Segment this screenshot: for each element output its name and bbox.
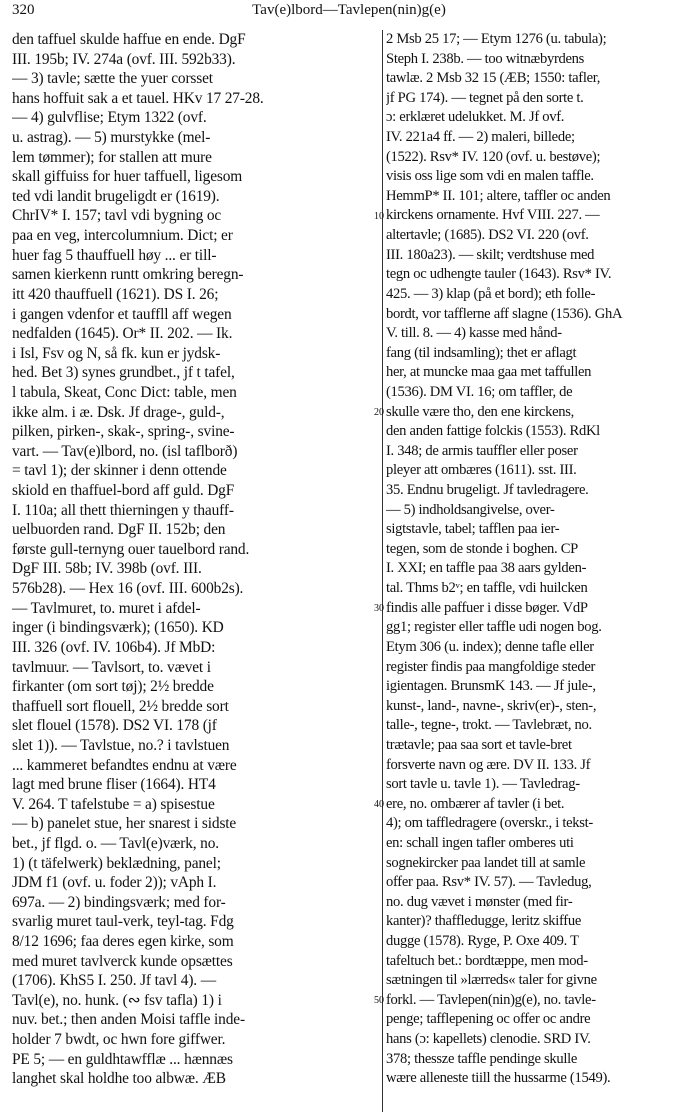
text-line: Steph I. 238b. — too witnæbyrdens xyxy=(386,50,585,67)
text-line: slet 1)). — Tavlstue, no.? i tavlstuen xyxy=(12,736,230,754)
page-header xyxy=(12,2,686,24)
text-line: tafeltuch bet.: bordtæppe, men mod- xyxy=(386,952,588,969)
margin-line-number: 30 xyxy=(374,603,384,614)
text-line: findis alle paffuer i disse bøger. VdP xyxy=(386,599,588,616)
text-line: sætningen til »lærreds« taler for givne xyxy=(386,972,597,989)
text-line: kanter)? thaffledugge, leritz skiffue xyxy=(386,913,582,930)
text-line: sognekircker paa landet till at samle xyxy=(386,854,586,871)
text-line: (1522). Rsv* IV. 120 (ovf. u. bestøve); xyxy=(386,148,601,165)
text-line: 425. — 3) klap (på et bord); eth folle- xyxy=(386,285,596,302)
text-line: trætavle; paa saa sort et tavle-bret xyxy=(386,736,572,753)
text-line: uelbuorden rand. DgF II. 152b; den xyxy=(12,521,226,539)
text-line: her, at muncke maa gaa met taffullen xyxy=(386,364,592,381)
text-line: bet., jf flgd. o. — Tavl(e)værk, no. xyxy=(12,834,219,852)
text-line: nedfalden (1645). Or* II. 202. — Ik. xyxy=(12,325,233,343)
text-line: talle-, tegne-, trokt. — Tavlebræt, no. xyxy=(386,717,592,734)
text-line: 8/12 1696; faa deres egen kirke, som xyxy=(12,933,234,951)
text-line: inger (i bindingsværk); (1650). KD xyxy=(12,619,224,637)
text-line: penge; tafflepening oc offer oc andre xyxy=(386,1011,591,1028)
text-line: hed. Bet 3) synes grundbet., jf t tafel, xyxy=(12,364,235,382)
margin-line-number: 50 xyxy=(374,995,384,1007)
text-line: langhet skal holdhe too albwæ. ÆB xyxy=(12,1070,226,1088)
text-line: ... kammeret befandtes endnu at være xyxy=(12,756,237,774)
text-line: altertavle; (1685). DS2 VI. 220 (ovf. xyxy=(386,227,589,244)
text-line: slet flouel (1578). DS2 VI. 178 (jf xyxy=(12,717,217,735)
text-line: sort tavle u. tavle 1). — Tavledrag- xyxy=(386,776,580,793)
text-line: I. 348; de armis tauffler eller poser xyxy=(386,442,578,459)
text-line: u. astrag). — 5) murstykke (mel- xyxy=(12,129,211,147)
text-line: 1) (t täfelwerk) beklædning, panel; xyxy=(12,854,221,872)
text-line: — b) panelet stue, her snarest i sidste xyxy=(12,815,237,833)
text-line: bordt, vor tafflerne aff slagne (1536). GhA xyxy=(386,305,623,322)
text-line: vart. — Tav(e)lbord, no. (isl taflborð) xyxy=(12,442,238,460)
text-line: samen kierkenn runtt omkring beregn- xyxy=(12,266,244,284)
text-line: PE 5; — en guldhtawfflæ ... hænnæs xyxy=(12,1050,233,1068)
text-line: gg1; register eller taffle udi nogen bog. xyxy=(386,619,602,636)
text-line: tegen, som de stonde i boghen. CP xyxy=(386,540,578,557)
margin-line-number: 10 xyxy=(374,210,384,222)
text-line: igientagen. BrunsmK 143. — Jf jule-, xyxy=(386,678,596,695)
text-line: IV. 221a4 ff. — 2) maleri, billede; xyxy=(386,129,575,146)
text-line: fang (til indsamling); thet er aflagt xyxy=(386,344,577,361)
text-line: I. XXI; en taffle paa 38 aars gylden- xyxy=(386,560,587,577)
text-line: itt 420 thauffuell (1621). DS I. 26; xyxy=(12,285,219,303)
text-line: 576b28). — Hex 16 (ovf. III. 600b2s). xyxy=(12,580,244,598)
text-line: — 3) tavle; sætte the yuer corsset xyxy=(12,70,213,88)
text-line: V. 264. T tafelstube = a) spisestue xyxy=(12,795,215,813)
text-line: wære alleneste tiill the hussarme (1549). xyxy=(386,1070,611,1087)
text-line: I. 110a; all thett thierningen y thauff- xyxy=(12,501,234,519)
column-divider xyxy=(382,30,383,1112)
text-line: i gangen vdenfor et tauffll aff wegen xyxy=(12,305,232,323)
text-line: ere, no. ombærer af tavler (i bet. xyxy=(386,795,565,812)
text-line: offer paa. Rsv* IV. 57). — Tavledug, xyxy=(386,874,592,891)
text-line: 35. Endnu brugeligt. Jf tavledragere. xyxy=(386,482,589,499)
text-line: III. 195b; IV. 274a (ovf. III. 592b33). xyxy=(12,50,236,68)
text-line: ChrIV* I. 157; tavl vdi bygning oc xyxy=(12,207,222,225)
margin-line-number: 20 xyxy=(374,406,384,418)
text-line: hans hoffuit sak a et tauel. HKv 17 27-28. xyxy=(12,89,264,107)
text-line: dugge (1578). Ryge, P. Oxe 409. T xyxy=(386,933,579,950)
text-line: ikke alm. i æ. Dsk. Jf drage-, guld-, xyxy=(12,403,225,421)
text-line: Etym 306 (u. index); denne tafle eller xyxy=(386,638,594,655)
text-line: V. till. 8. — 4) kasse med hånd- xyxy=(386,325,562,342)
text-line: tawlæ. 2 Msb 32 15 (ÆB; 1550: tafler, xyxy=(386,70,601,87)
text-line: forkl. — Tavlepen(nin)g(e), no. tavle- xyxy=(386,991,596,1008)
text-line: no. dug vævet i mønster (med fir- xyxy=(386,893,573,910)
text-line: pleyer att ombæres (1611). sst. III. xyxy=(386,462,577,479)
text-line: skiold en thaffuel-bord aff guld. DgF xyxy=(12,482,235,500)
text-line: i Isl, Fsv og N, så fk. kun er jydsk- xyxy=(12,344,221,362)
text-line: holder 7 bwdt, oc hwn fore giffwer. xyxy=(12,1031,226,1049)
right-column xyxy=(386,30,690,1112)
text-line: — 5) indholdsangivelse, over- xyxy=(386,501,555,518)
text-line: ted vdi landit brugeligdt er (1619). xyxy=(12,187,220,205)
text-line: kunst-, land-, navne-, skriv(er)-, sten-, xyxy=(386,697,597,714)
text-line: kirckens ornamente. Hvf VIII. 227. — xyxy=(386,207,600,224)
text-line: (1706). KhS5 I. 250. Jf tavl 4). — xyxy=(12,972,216,990)
text-line: svarlig muret taul-verk, teyl-tag. Fdg xyxy=(12,913,234,931)
text-line: 697a. — 2) bindingsværk; med for- xyxy=(12,893,226,911)
text-line: skall giffuiss for huer taffuell, ligesom xyxy=(12,168,243,186)
text-line: skulle være tho, den ene kirckens, xyxy=(386,403,574,420)
text-line: jf PG 174). — tegnet på den sorte t. xyxy=(386,89,584,106)
text-line: firkanter (om sort tøj); 2½ bredde xyxy=(12,678,214,696)
text-line: thaffuell sort flouell, 2½ bredde sort xyxy=(12,697,229,715)
text-line: en: schall ingen tafler omberes uti xyxy=(386,834,574,851)
left-column xyxy=(12,30,378,1112)
text-line: l tabula, Skeat, Conc Dict: table, men xyxy=(12,383,237,401)
text-line: forsverte navn og ære. DV II. 133. Jf xyxy=(386,756,591,773)
text-line: HemmP* II. 101; altere, taffler oc anden xyxy=(386,187,611,204)
text-line: den anden fattige folckis (1553). RdKl xyxy=(386,423,600,440)
text-line: III. 180a23). — skilt; verdtshuse med xyxy=(386,246,595,263)
text-line: paa en veg, intercolumnium. Dict; er xyxy=(12,227,233,245)
text-line: hans (ɔ: kapellets) clenodie. SRD IV. xyxy=(386,1031,591,1048)
page-number: 320 xyxy=(12,2,35,18)
text-line: — 4) gulvflise; Etym 1322 (ovf. xyxy=(12,109,207,127)
text-line: — Tavlmuret, to. muret i afdel- xyxy=(12,599,201,617)
text-line: tegn oc udhengte tauler (1643). Rsv* IV. xyxy=(386,266,612,283)
text-line: JDM f1 (ovf. u. foder 2)); vAph I. xyxy=(12,874,217,892)
text-line: ɔ: erklæret udelukket. M. Jf ovf. xyxy=(386,109,565,126)
text-line: 4); om taffledragere (overskr., i tekst- xyxy=(386,815,593,832)
text-line: lagt med brune fliser (1664). HT4 xyxy=(12,776,216,794)
text-line: pilken, pirken-, skak-, spring-, svine- xyxy=(12,423,235,441)
text-line: nuv. bet.; then anden Moisi taffle inde- xyxy=(12,1011,245,1029)
text-line: visis oss lige som vdi en malen taffle. xyxy=(386,168,594,185)
text-line: 2 Msb 25 17; — Etym 1276 (u. tabula); xyxy=(386,31,607,47)
text-line: den taffuel skulde haffue en ende. DgF xyxy=(12,31,246,48)
text-line: = tavl 1); der skinner i denn ottende xyxy=(12,462,227,480)
text-line: DgF III. 58b; IV. 398b (ovf. III. xyxy=(12,560,202,578)
running-head: Tav(e)lbord—Tavlepen(nin)g(e) xyxy=(252,2,446,18)
text-line: (1536). DM VI. 16; om taffler, de xyxy=(386,383,573,400)
text-line: tal. Thms b2ᵛ; en taffle, vdi huilcken xyxy=(386,580,588,597)
margin-line-number: 40 xyxy=(374,799,384,811)
text-line: tavlmuur. — Tavlsort, to. vævet i xyxy=(12,658,211,676)
text-line: Tavl(e), no. hunk. (∾ fsv tafla) 1) i xyxy=(12,991,222,1009)
text-line: III. 326 (ovf. IV. 106b4). Jf MbD: xyxy=(12,638,216,656)
text-line: register findis paa mangfoldige steder xyxy=(386,658,596,675)
text-line: huer fag 5 thauffuell høy ... er till- xyxy=(12,246,217,264)
text-line: sigtstavle, tabel; tafflen paa ier- xyxy=(386,521,560,538)
text-line: første gull-ternyng ouer tauelbord rand. xyxy=(12,540,250,558)
text-line: med muret tavlverck kunde opsættes xyxy=(12,952,233,970)
text-line: lem tømmer); for stallen att mure xyxy=(12,148,212,166)
text-line: 378; thessze taffle pendinge skulle xyxy=(386,1050,578,1067)
